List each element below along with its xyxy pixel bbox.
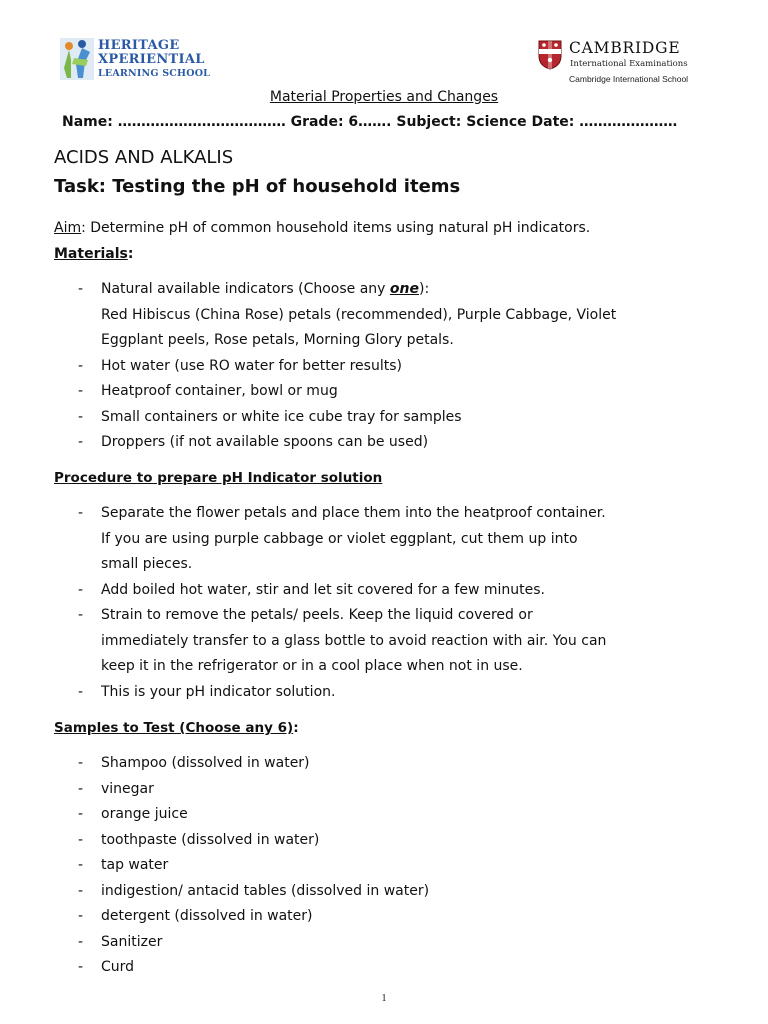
list-item: - Heatproof container, bowl or mug xyxy=(78,379,616,405)
list-item: - detergent (dissolved in water) xyxy=(78,904,429,930)
cambridge-school: Cambridge International School xyxy=(569,74,689,84)
list-item: - toothpaste (dissolved in water) xyxy=(78,828,429,854)
cambridge-shield-icon xyxy=(538,40,562,70)
logo-line-1: HERITAGE xyxy=(98,38,180,53)
samples-heading xyxy=(54,720,299,736)
materials-label: Materials xyxy=(54,246,128,262)
list-item: - Droppers (if not available spoons can be used) xyxy=(78,430,616,456)
procedure-step-1-cont-1: If you are using purple cabbage or violet eggplant, cut them up into xyxy=(101,530,578,547)
materials-heading xyxy=(54,246,133,262)
student-info-line: Name: ……………………………… Grade: 6……. Subject: Science Date: ………………… xyxy=(62,114,678,130)
list-item: - Hot water (use RO water for better results) xyxy=(78,354,616,380)
materials-item-1-emph: one xyxy=(389,281,419,297)
list-item: - tap water xyxy=(78,853,429,879)
cambridge-logo xyxy=(538,38,713,86)
procedure-step-3-cont-1: immediately transfer to a glass bottle to avoid reaction with air. You can xyxy=(101,632,607,649)
list-item: - Shampoo (dissolved in water) xyxy=(78,751,429,777)
samples-suffix: : xyxy=(293,720,299,736)
task-heading: Task: Testing the pH of household items xyxy=(54,176,461,197)
aim-text: : Determine pH of common household items using natural pH indicators. xyxy=(81,220,591,236)
school-figures-icon xyxy=(60,38,94,80)
procedure-step-1: Separate the flower petals and place them into the heatproof container. xyxy=(101,505,606,521)
list-item xyxy=(78,603,606,680)
list-item: - indigestion/ antacid tables (dissolved in water) xyxy=(78,879,429,905)
materials-suffix: : xyxy=(127,246,134,262)
materials-item-1-post: ): xyxy=(418,281,430,297)
procedure-step-3-cont-2: keep it in the refrigerator or in a cool place when not in use. xyxy=(101,658,523,674)
procedure-heading: Procedure to prepare pH Indicator solution xyxy=(54,470,383,486)
procedure-list xyxy=(78,501,606,705)
list-item: - Sanitizer xyxy=(78,930,429,956)
samples-label: Samples to Test (Choose any 6) xyxy=(54,720,294,736)
samples-list xyxy=(78,751,429,981)
materials-item-1-cont-1: Red Hibiscus (China Rose) petals (recommended), Purple Cabbage, Violet xyxy=(101,306,617,323)
list-item: - Small containers or white ice cube tray for samples xyxy=(78,405,616,431)
procedure-step-1-cont-2: small pieces. xyxy=(101,556,193,572)
list-item: - Add boiled hot water, stir and let sit covered for a few minutes. xyxy=(78,578,606,604)
cambridge-name: CAMBRIDGE xyxy=(569,39,681,57)
list-item: - Curd xyxy=(78,955,429,981)
list-item: - vinegar xyxy=(78,777,429,803)
procedure-step-3: Strain to remove the petals/ peels. Keep the liquid covered or xyxy=(101,607,533,623)
materials-item-1-pre: Natural available indicators (Choose any xyxy=(101,281,390,297)
aim-label: Aim xyxy=(54,220,82,236)
logo-line-2: XPERIENTIAL xyxy=(98,52,205,67)
list-item xyxy=(78,277,616,354)
topic-heading: ACIDS AND ALKALIS xyxy=(54,147,234,168)
list-item: - orange juice xyxy=(78,802,429,828)
list-item: - This is your pH indicator solution. xyxy=(78,680,606,706)
cambridge-sub: International Examinations xyxy=(570,59,688,69)
document-title: Material Properties and Changes xyxy=(269,89,499,105)
materials-list xyxy=(78,277,616,456)
aim-paragraph xyxy=(54,220,590,236)
list-item xyxy=(78,501,606,578)
logo-line-3: LEARNING SCHOOL xyxy=(98,68,211,79)
materials-item-1-cont-2: Eggplant peels, Rose petals, Morning Glory petals. xyxy=(101,332,454,348)
page-number: 1 xyxy=(381,993,387,1004)
heritage-logo xyxy=(60,38,232,82)
